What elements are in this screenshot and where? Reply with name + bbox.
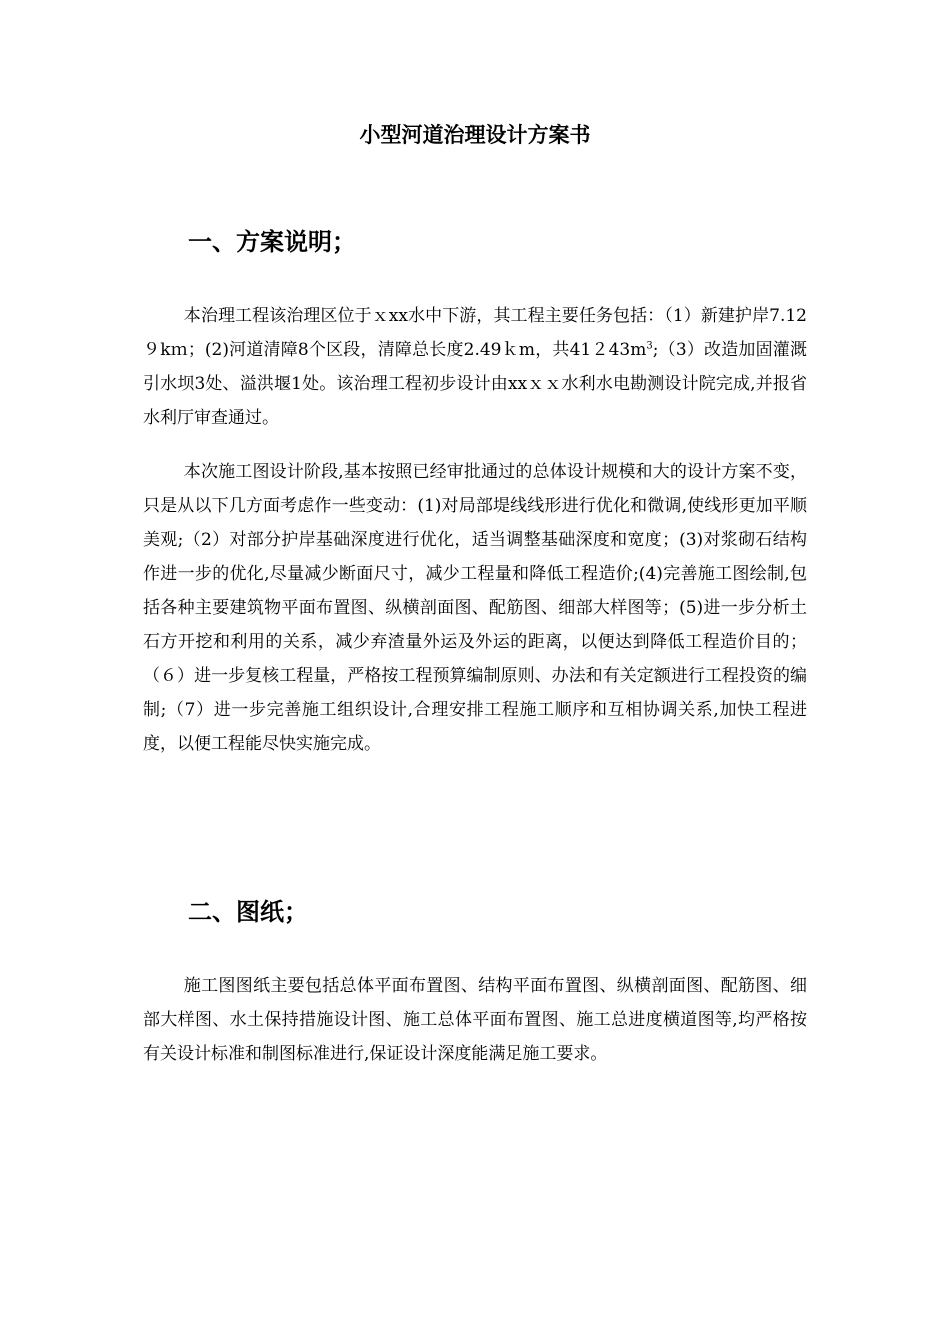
paragraph-drawings-content: 施工图图纸主要包括总体平面布置图、结构平面布置图、纵横剖面图、配筋图、细部大样图、水土保持措施设计图、施工总体平面布置图、施工总进度横道图等,均严格按有关设计标准和制图标准进行,保证设计深度能满足施工要求。: [143, 976, 807, 1064]
document-title: 小型河道治理设计方案书: [359, 123, 591, 147]
section-heading-plan-description: 一、方案说明；: [188, 228, 356, 256]
paragraph-project-overview-text: 本治理工程该治理区位于ｘxx水中下游，其工程主要任务包括：（1）新建护岸7.12９kｍ；(2)河道清障8个区段，清障总长度2.49ｋm，共41２43m: [143, 306, 807, 360]
cubic-meter-superscript: 3: [646, 340, 653, 352]
paragraph-project-overview-text-cont: ;（3）改造加固灌溉引水坝3处、溢洪堰1处。该治理工程初步设计由xxｘｘ水利水电勘测设计院完成,并报省水利厅审查通过。: [143, 340, 807, 428]
paragraph-project-overview: [143, 299, 807, 435]
paragraph-design-changes: 本次施工图设计阶段,基本按照已经审批通过的总体设计规模和大的设计方案不变，只是从以下几方面考虑作一些变动：(1)对局部堤线线形进行优化和微调,使线形更加平顺美观;（2）对部分护岸基础深度进行优化，适当调整基础深度和宽度；(3)对浆砌石结构作进一步的优化,尽量减少断面尺寸，减少工程量和降低工程造价;(4)完善施工图绘制,包括各种主要建筑物平面布置图、纵横剖面图、配筋图、细部大样图等；(5)进一步分析土石方开挖和利用的关系，减少弃渣量外运及外运的距离，以便达到降低工程造价目的；（６）进一步复核工程量，严格按工程预算编制原则、办法和有关定额进行工程投资的编制;（7）进一步完善施工组织设计,合理安排工程施工顺序和互相协调关系,加快工程进度，以便工程能尽快实施完成。: [143, 462, 807, 754]
section-heading-drawings: 二、图纸；: [188, 898, 308, 926]
